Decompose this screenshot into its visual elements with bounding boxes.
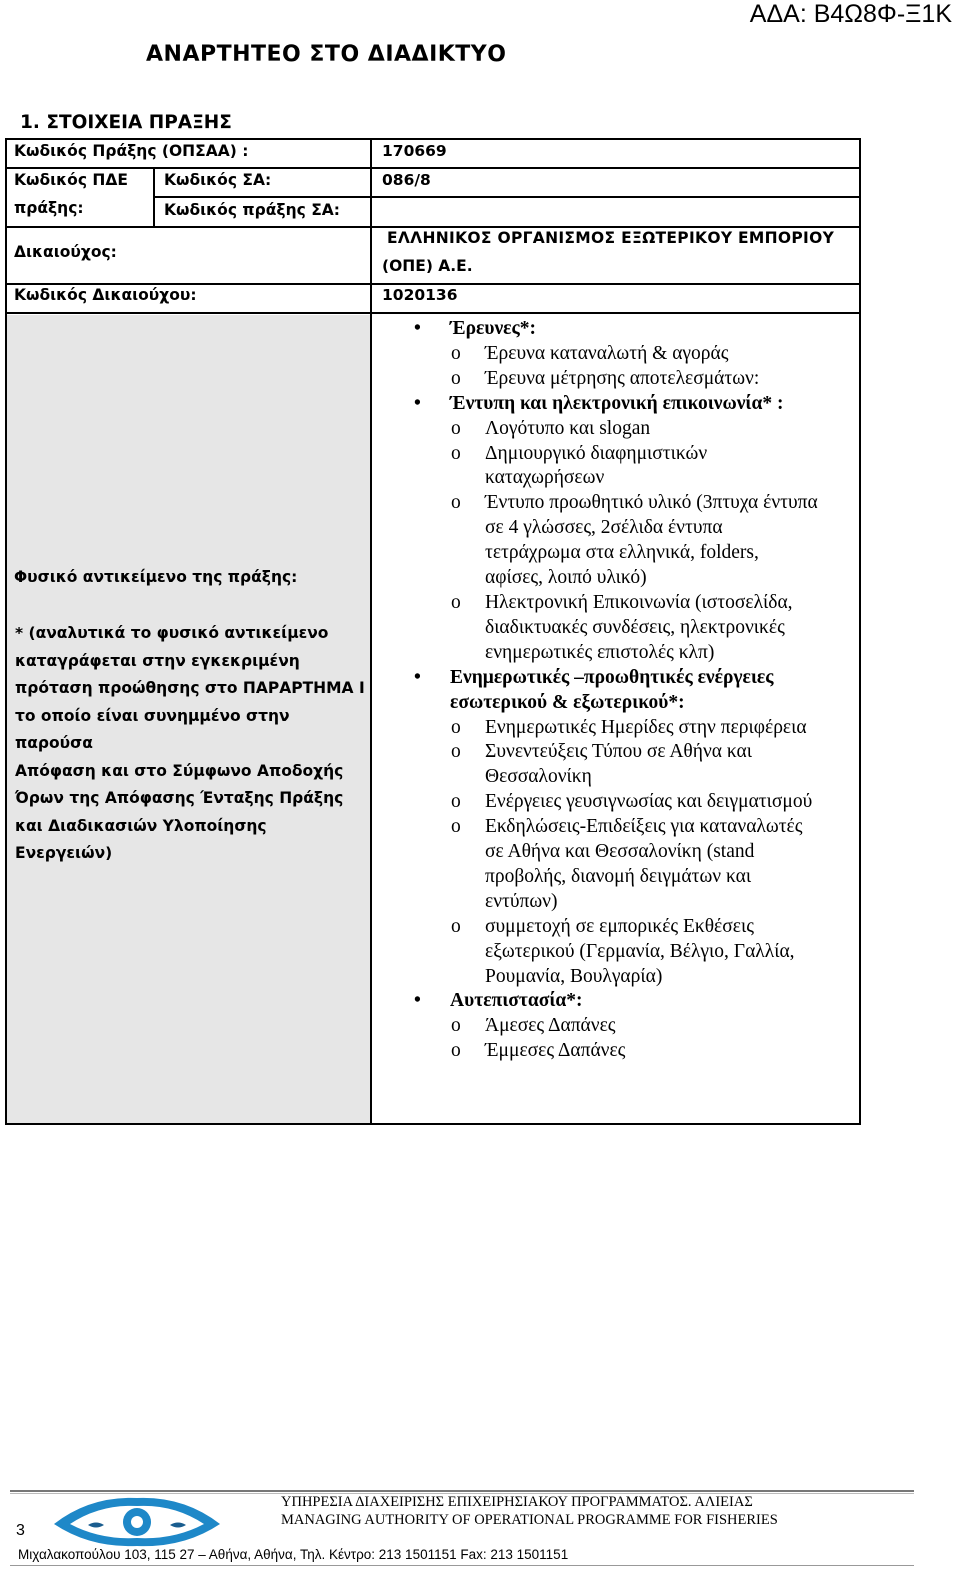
list-item: o Ενημερωτικές Ημερίδες στην περιφέρεια <box>451 716 807 738</box>
sa-action-label: Κωδικός πράξης ΣΑ: <box>164 201 340 219</box>
pde-label: Κωδικός ΠΔΕ <box>14 171 128 189</box>
page-number: 3 <box>16 1522 25 1539</box>
beneficiary-code-value: 1020136 <box>382 286 458 304</box>
list-item: o Άμεσες Δαπάνες <box>451 1015 616 1037</box>
sa-label: Κωδικός ΣΑ: <box>164 171 272 189</box>
ada-code: ΑΔΑ: Β4Ω8Φ-Ξ1Κ <box>749 0 952 28</box>
list-item: o Έμμεσες Δαπάνες <box>451 1040 626 1062</box>
action-code-label: Κωδικός Πράξης (ΟΠΣΑΑ) : <box>14 142 249 160</box>
page-heading: ΑΝΑΡΤΗΤΕΟ ΣΤΟ ΔΙΑΔΙΚΤΥΟ <box>146 42 507 67</box>
list-item: o Έντυπο προωθητικό υλικό (3πτυχα έντυπα σε 4 γλώσσες, 2σέλιδα έντυπα τετράχρωμα στα ελληνικά, folders, αφίσες, λοιπό υλικό) <box>451 492 818 589</box>
list-item: o Εκδηλώσεις-Επιδείξεις για καταναλωτές σε Αθήνα και Θεσσαλονίκη (stand προβολής, διανομή δειγμάτων και εντύπων) <box>451 816 803 912</box>
authority-greek: ΥΠΗΡΕΣΙΑ ΔΙΑΧΕΙΡΙΣΗΣ ΕΠΙΧΕΙΡΗΣΙΑΚΟΥ ΠΡΟΓΡΑΜΜΑΤΟΣ. ΑΛΙΕΙΑΣ <box>281 1494 753 1510</box>
list-item: • Ενημερωτικές –προωθητικές ενέργειες εσωτερικού & εξωτερικού*: <box>414 666 774 713</box>
action-code-value: 170669 <box>382 142 447 160</box>
address-divider <box>10 1565 914 1566</box>
activities-list <box>372 317 857 1064</box>
section-title: 1. ΣΤΟΙΧΕΙΑ ΠΡΑΞΗΣ <box>20 112 232 133</box>
authority-english: MANAGING AUTHORITY OF OPERATIONAL PROGRAMME FOR FISHERIES <box>281 1512 778 1528</box>
list-item: o Συνεντεύξεις Τύπου σε Αθήνα και Θεσσαλονίκη <box>451 741 752 788</box>
list-item: • Έντυπη και ηλεκτρονική επικοινωνία* : <box>414 392 784 414</box>
list-item: • Αυτεπιστασία*: <box>414 990 583 1012</box>
physical-object-label: Φυσικό αντικείμενο της πράξης: <box>14 568 298 586</box>
list-item: o Λογότυπο και slogan <box>451 417 651 439</box>
list-item: • Έρευνες*: <box>414 318 536 339</box>
beneficiary-value-line2: (ΟΠΕ) Α.Ε. <box>382 257 473 275</box>
list-item: o συμμετοχή σε εμπορικές Εκθέσεις εξωτερικού (Γερμανία, Βέλγιο, Γαλλία, Ρουμανία, Βουλγαρία) <box>451 915 795 987</box>
pde-label-line2: πράξης: <box>14 199 84 217</box>
beneficiary-code-label: Κωδικός Δικαιούχου: <box>14 286 197 304</box>
list-item: o Έρευνα καταναλωτή & αγοράς <box>451 342 729 364</box>
sa-value: 086/8 <box>382 171 431 189</box>
footer-address: Μιχαλακοπούλου 103, 115 27 – Αθήνα, Αθήνα, Τηλ. Κέντρο: 213 1501151 Fax: 213 1501151 <box>18 1547 569 1562</box>
list-item: o Ηλεκτρονική Επικοινωνία (ιστοσελίδα, διαδικτυακές συνδέσεις, ηλεκτρονικές ενημερωτικές επιστολές κλπ) <box>451 591 793 663</box>
fisheries-eye-logo <box>50 1494 224 1550</box>
list-item: o Ενέργειες γευσιγνωσίας και δειγματισμού <box>451 791 813 813</box>
list-item: o Δημιουργικό διαφημιστικών καταχωρήσεων <box>451 442 708 489</box>
beneficiary-label: Δικαιούχος: <box>14 243 117 261</box>
physical-object-note: * (αναλυτικά το φυσικό αντικείμενο καταγράφεται στην εγκεκριμένη πρόταση προώθησης στο ΠΑΡΑΡΤΗΜΑ Ι το οποίο είναι συνημμένο στην παρούσα Απόφαση και στο Σύμφωνο Αποδοχής Όρων της Απόφασης Ένταξης Πράξης και Διαδικασιών Υλοποίησης Ενεργειών) <box>15 624 365 862</box>
beneficiary-value: ΕΛΛΗΝΙΚΟΣ ΟΡΓΑΝΙΣΜΟΣ ΕΞΩΤΕΡΙΚΟΥ ΕΜΠΟΡΙΟΥ <box>387 229 835 247</box>
footer-divider <box>10 1490 914 1492</box>
list-item: o Έρευνα μέτρησης αποτελεσμάτων: <box>451 367 760 389</box>
